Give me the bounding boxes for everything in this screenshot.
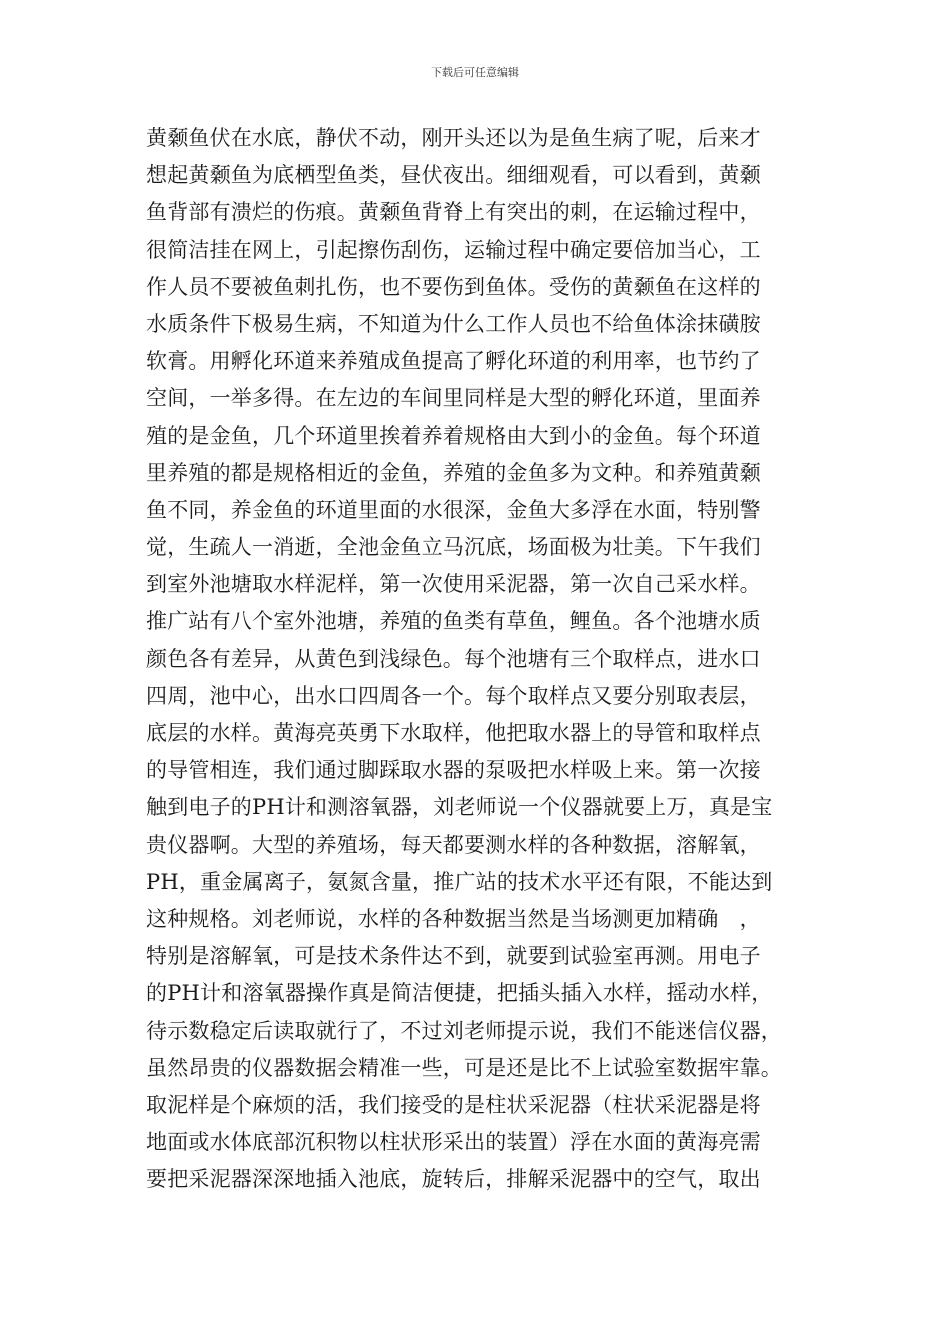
text-line: 的导管相连，我们通过脚踩取水器的泵吸把水样吸上来。第一次接 [146, 758, 761, 783]
text-line: 鱼背部有溃烂的伤痕。黄颡鱼背脊上有突出的刺，在运输过程中， [146, 200, 761, 225]
text-line: 颜色各有差异，从黄色到浅绿色。每个池塘有三个取样点，进水口 [146, 646, 761, 671]
text-line: 地面或水体底部沉积物以柱状形采出的装置）浮在水面的黄海亮需 [146, 1130, 761, 1155]
text-line: 推广站有八个室外池塘，养殖的鱼类有草鱼，鲤鱼。各个池塘水质 [146, 609, 761, 634]
text-line: 很简洁挂在网上，引起擦伤刮伤，运输过程中确定要倍加当心，工 [146, 237, 761, 262]
text-line: 要把采泥器深深地插入池底，旋转后，排解采泥器中的空气，取出 [146, 1167, 761, 1192]
text-line: 鱼不同，养金鱼的环道里面的水很深，金鱼大多浮在水面，特别警 [146, 497, 761, 522]
page-header: 下载后可任意编辑 [431, 66, 519, 79]
text-line: 水质条件下极易生病，不知道为什么工作人员也不给鱼体涂抹磺胺 [146, 311, 761, 336]
text-line: 待示数稳定后读取就行了，不过刘老师提示说，我们不能迷信仪器， [146, 1018, 782, 1043]
text-line: 这种规格。刘老师说，水样的各种数据当然是当场测更加精确 ， [146, 906, 761, 931]
text-line: 黄颡鱼伏在水底，静伏不动，刚开头还以为是鱼生病了呢，后来才 [146, 126, 761, 150]
text-line: 想起黄颡鱼为底栖型鱼类，昼伏夜出。细细观看，可以看到，黄颡 [146, 163, 761, 188]
text-line: 触到电子的PH计和测溶氧器，刘老师说一个仪器就要上万，真是宝 [146, 795, 773, 820]
text-line: 贵仪器啊。大型的养殖场，每天都要测水样的各种数据，溶解氧， [146, 832, 761, 857]
text-line: 殖的是金鱼，几个环道里挨着养着规格由大到小的金鱼。每个环道 [146, 423, 761, 448]
text-line: 觉，生疏人一消逝，全池金鱼立马沉底，场面极为壮美。下午我们 [146, 535, 761, 560]
text-line: 取泥样是个麻烦的活，我们接受的是柱状采泥器（柱状采泥器是将 [146, 1092, 761, 1117]
text-line: 特别是溶解氧，可是技术条件达不到，就要到试验室再测。用电子 [146, 944, 761, 969]
text-line: 的PH计和溶氧器操作真是简洁便捷，把插头插入水样，摇动水样， [146, 981, 773, 1006]
body-text [146, 120, 836, 1198]
text-line: 底层的水样。黄海亮英勇下水取样，他把取水器上的导管和取样点 [146, 721, 761, 745]
text-line: 到室外池塘取水样泥样，第一次使用采泥器，第一次自己采水样。 [146, 572, 761, 597]
text-line: 作人员不要被鱼刺扎伤，也不要伤到鱼体。受伤的黄颡鱼在这样的 [146, 274, 761, 299]
text-line: 里养殖的都是规格相近的金鱼，养殖的金鱼多为文种。和养殖黄颡 [146, 460, 761, 485]
text-line: PH，重金属离子，氨氮含量，推广站的技术水平还有限，不能达到 [146, 869, 773, 894]
text-line: 四周，池中心，出水口四周各一个。每个取样点又要分别取表层， [146, 683, 761, 708]
text-line: 空间，一举多得。在左边的车间里同样是大型的孵化环道，里面养 [146, 386, 761, 411]
text-line: 软膏。用孵化环道来养殖成鱼提高了孵化环道的利用率，也节约了 [146, 349, 761, 374]
text-line: 虽然昂贵的仪器数据会精准一些，可是还是比不上试验室数据牢靠。 [146, 1055, 782, 1080]
